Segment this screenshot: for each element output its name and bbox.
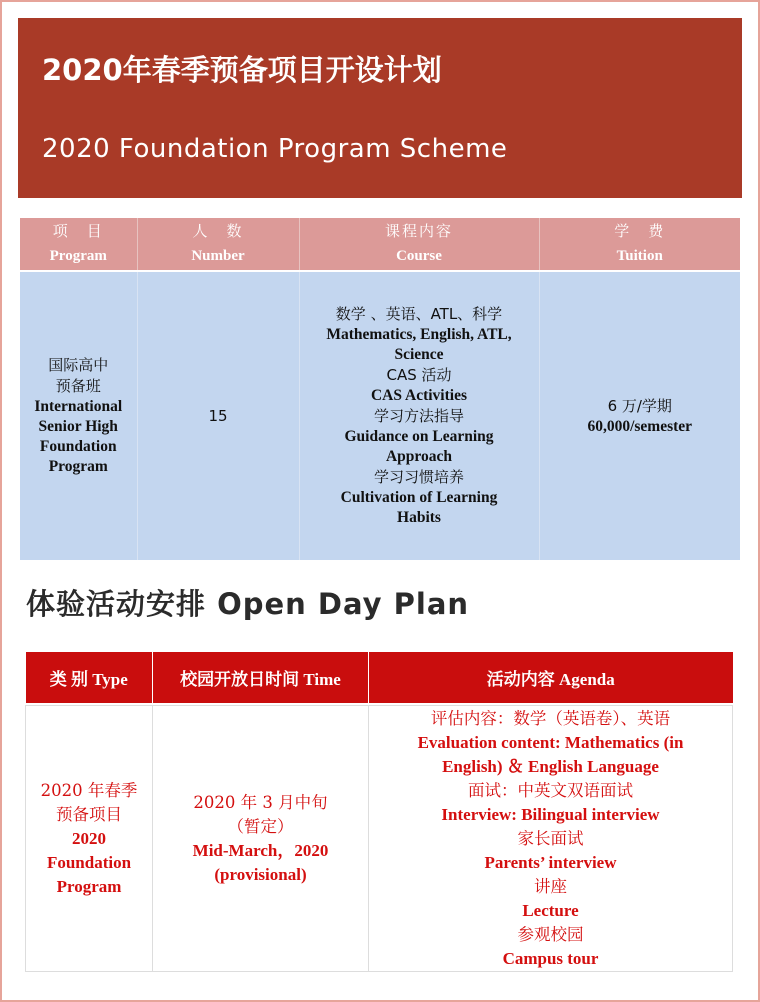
header-time: 校园开放日时间 Time bbox=[153, 652, 369, 703]
banner-title-cn: 2020年春季预备项目开设计划 bbox=[42, 53, 442, 87]
header-course: 课程内容 Course bbox=[299, 218, 539, 271]
cell-type: 2020 年春季 预备项目 2020 Foundation Program bbox=[26, 706, 153, 972]
header-program: 项 目 Program bbox=[20, 218, 137, 271]
open-day-table bbox=[25, 652, 733, 972]
cell-program: 国际高中 预备班 International Senior High Foundation Program bbox=[20, 271, 137, 560]
cell-course: 数学 、英语、ATL、科学 Mathematics, English, ATL, Science CAS 活动 CAS Activities 学习方法指导 Guidance on Learning Approach 学习习惯培养 Cultivation of Learning Habits bbox=[299, 271, 539, 560]
program-table-row bbox=[20, 271, 740, 560]
header-tuition: 学 费 Tuition bbox=[539, 218, 740, 271]
cell-number: 15 bbox=[137, 271, 299, 560]
open-day-table-row bbox=[26, 706, 733, 972]
banner-title-en: 2020 Foundation Program Scheme bbox=[42, 134, 508, 164]
cell-time: 2020 年 3 月中旬 （暂定） Mid-March，2020 (provisional) bbox=[153, 706, 369, 972]
program-table-header bbox=[20, 218, 740, 271]
header-number: 人 数 Number bbox=[137, 218, 299, 271]
open-day-table-header bbox=[26, 652, 733, 703]
header-agenda: 活动内容 Agenda bbox=[369, 652, 733, 703]
cell-agenda: 评估内容：数学（英语卷）、英语 Evaluation content: Mathematics (in English) ＆ English Language 面试：中英文双语面试 Interview: Bilingual interview 家长面试 Parents’ interview 讲座 Lecture 参观校园 Campus tour bbox=[369, 706, 733, 972]
program-table bbox=[20, 218, 740, 560]
title-banner bbox=[18, 18, 742, 198]
cell-tuition: 6 万/学期 60,000/semester bbox=[539, 271, 740, 560]
open-day-heading: 体验活动安排 Open Day Plan bbox=[26, 587, 470, 621]
header-type: 类 别 Type bbox=[26, 652, 153, 703]
